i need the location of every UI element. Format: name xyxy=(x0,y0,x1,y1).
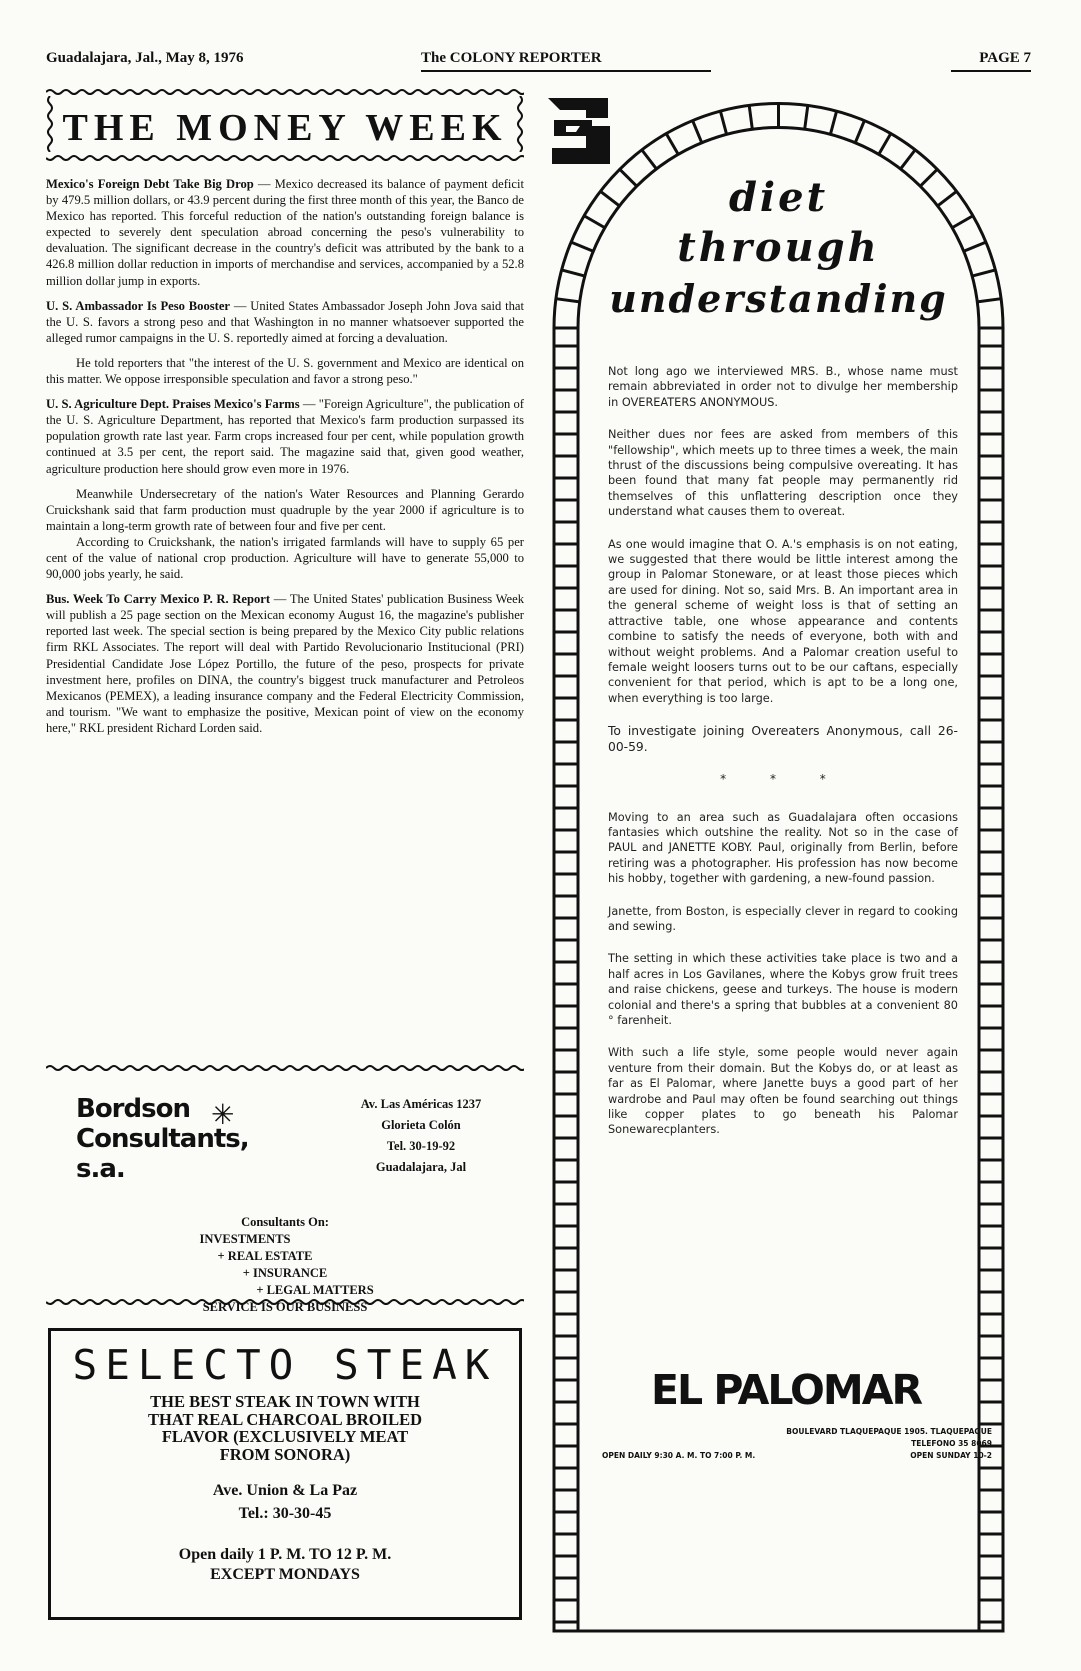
selecto-hours xyxy=(51,1545,519,1585)
service-line: SERVICE IS OUR BUSINESS xyxy=(202,1300,368,1314)
article-paragraph xyxy=(46,591,524,736)
header-rule xyxy=(421,70,711,72)
selecto-title: SELECTO STEAK xyxy=(72,1341,498,1389)
palomar-address: BOULEVARD TLAQUEPAQUE 1905. TLAQUEPAQUE xyxy=(786,1427,992,1436)
wavy-border-top xyxy=(46,1064,524,1072)
paragraph-headline: Mexico's Foreign Debt Take Big Drop xyxy=(46,177,254,191)
article-paragraph: To investigate joining Overeaters Anonymous, call 26-00-59. xyxy=(608,724,958,755)
newspaper-name: The COLONY REPORTER xyxy=(421,50,602,66)
paragraph-body: — The United States' publication Business Week will publish a 25 page section on the Mexican economy August 16, the magazine's publisher reported last week. The special section is being prepared by the Mexico City public relations firm RKL Associates. The report will deal with Partido Revolucionario Institucional (PRI) Presidential Candidate Jose López Portillo, the future of the peso, prospects for private investment here, profiles on DINA, the country's biggest truck manufacturer and Petroleos Mexicanos (PEMEX), a leading insurance company and the Federal Electricity Commission, and tourism. "We want to emphasize the positive, Mexican point of view on the economy here," RKL president Richard Lorden said. xyxy=(46,592,524,735)
article-paragraph: Janette, from Boston, is especially clever in regard to cooking and sewing. xyxy=(608,904,958,933)
palomar-hours: OPEN DAILY 9:30 A. M. TO 7:00 P. M. xyxy=(602,1451,756,1460)
palomar-phone: TELEFONO 35 8069 xyxy=(911,1439,992,1448)
opening-hours: Open daily 1 P. M. TO 12 P. M. xyxy=(178,1546,392,1563)
paragraph-headline: U. S. Agriculture Dept. Praises Mexico's Farms xyxy=(46,397,300,412)
paragraph-body: He told reporters that "the interest of the U. S. government and Mexico are identical on this matter. We oppose irresponsible speculation and favor a strong peso." xyxy=(46,355,524,387)
address-line: Glorieta Colón xyxy=(381,1118,461,1132)
bordson-name-line2: Consultants, s.a. xyxy=(76,1124,249,1184)
article-paragraph xyxy=(46,176,524,289)
address-line: Av. Las Américas 1237 xyxy=(360,1097,482,1111)
dateline: Guadalajara, Jal., May 8, 1976 xyxy=(46,50,244,66)
bordson-address xyxy=(331,1094,511,1178)
tagline-line: THAT REAL CHARCOAL BROILED xyxy=(148,1409,422,1429)
paragraph-body: — United States Ambassador Joseph John Jova said that the U. S. favors a strong peso and that Washington in no manner whatsoever supported the alleged rumor campaigns in the U. S. reportedly aimed at forcing a devaluation. xyxy=(46,298,524,345)
service-line: + INSURANCE xyxy=(242,1266,328,1280)
diet-article xyxy=(608,364,958,1155)
article-paragraph xyxy=(46,396,524,476)
article-paragraph: Moving to an area such as Guadalajara often occasions fantasies which outshine the reality. Not so in the case of PAUL and JANETTE KOBY. Paul, originally from Berlin, before retiring was a photographer. His profession has now become his hobby, together with gardening, a new-found passion. xyxy=(608,810,958,886)
wavy-border-top xyxy=(46,88,524,96)
article-paragraph: As one would imagine that O. A.'s emphasis is on not eating, we suggested that there would be little interest among the group in Palomar Stoneware, or at least those pieces which are used for dining. Not so, said Mrs. B. An important area in the general scheme of weight loss is that of setting an attractive table, one whose appearance and contents combine to satisfy the needs of everyone, both with and without weight problems. And a Palomar creation useful to female weight loosers turns out to be our caftans, especially convenient for that period, which is apt to be a long one, when everything is too large. xyxy=(608,537,958,705)
article-paragraph: With such a life style, some people would never again venture from their domain. But the Kobys do, or at least as far as El Palomar, where Janette buys a good part of her wardrobe and Paul may often be found searching out things like copper plates to go beneath his Palomar Sonewarecplanters. xyxy=(608,1046,958,1137)
article-paragraph: The setting in which these activities take place is two and a half acres in Los Gavilanes, where the Kobys grow fruit trees and raise chickens, geese and turkeys. The house is modern colonial and there's a spring that bubbles at a convenient 80 ° farenheit. xyxy=(608,952,958,1027)
paragraph-headline: U. S. Ambassador Is Peso Booster xyxy=(46,298,231,313)
service-line: INVESTMENTS xyxy=(199,1232,291,1246)
wavy-border-bottom xyxy=(46,154,524,162)
page-header xyxy=(46,50,1031,74)
article-paragraph xyxy=(46,355,524,387)
asterisk-logo-icon: ✳ xyxy=(211,1100,235,1131)
wavy-border-bottom xyxy=(46,1298,524,1306)
tagline-line: FLAVOR (EXCLUSIVELY MEAT xyxy=(161,1427,409,1446)
diet-title-line2: through xyxy=(677,224,880,271)
paragraph-headline: Bus. Week To Carry Mexico P. R. Report xyxy=(46,592,271,607)
tagline-line: THE BEST STEAK IN TOWN WITH xyxy=(150,1392,420,1411)
article-paragraph xyxy=(46,486,524,534)
service-line: + REAL ESTATE xyxy=(217,1249,313,1263)
money-week-banner xyxy=(46,88,524,162)
bordson-logo xyxy=(76,1094,266,1184)
header-rule-right xyxy=(951,70,1031,72)
selecto-phone: Tel.: 30-30-45 xyxy=(238,1505,332,1522)
money-week-article xyxy=(46,176,524,745)
article-paragraph: Neither dues nor fees are asked from members of this "fellowship", which meets up to three times a week, the main thrust of the discussions being compulsive overeating. It has been found that many fat people may permanently rid themselves of this unflattering description once they understand what causes them to overeat. xyxy=(608,428,958,519)
closed-days: EXCEPT MONDAYS xyxy=(210,1566,360,1583)
address-line: Tel. 30-19-92 xyxy=(386,1139,456,1153)
selecto-tagline xyxy=(51,1393,519,1463)
diet-title-line1: diet xyxy=(728,174,829,221)
page-number: PAGE 7 xyxy=(979,50,1031,66)
article-paragraph xyxy=(46,534,524,582)
article-paragraph xyxy=(46,298,524,346)
money-week-title: THE MONEY WEEK xyxy=(62,107,508,149)
address-line: Guadalajara, Jal xyxy=(375,1160,467,1174)
section-divider: * * * xyxy=(720,772,846,787)
selecto-steak-ad xyxy=(48,1328,522,1620)
paragraph-body: — Mexico decreased its balance of payment deficit by 479.5 million dollars, or 43.9 percent during the first three month of this year, the Banco de Mexico has reported. This forceful reduction of the nation's outstanding foreign balance is expected to severely dent speculation abroad concerning the peso's vulnerability to devaluation. The significant decrease in the country's deficit was attributed by the bank to a 426.8 million dollar reduction in imports of merchandise and services, accompanied by a 52.8 million dollar jump in exports. xyxy=(46,177,524,288)
service-line: + LEGAL MATTERS xyxy=(256,1283,374,1297)
el-palomar-ad xyxy=(546,96,1011,1635)
selecto-address: Ave. Union & La Paz xyxy=(212,1482,358,1499)
service-line: Consultants On: xyxy=(241,1215,329,1229)
diet-title-line3: understanding xyxy=(609,276,948,321)
selecto-contact xyxy=(51,1479,519,1525)
palomar-sunday-hours: OPEN SUNDAY 10-2 xyxy=(910,1451,992,1460)
bordson-consultants-ad xyxy=(46,1064,524,1314)
tagline-line: FROM SONORA) xyxy=(219,1444,351,1464)
paragraph-body: — "Foreign Agriculture", the publication of the U. S. Agriculture Department, has reported that Mexico's farm production surpassed its population growth rate last year. Farm crops increased four per cent, while population growth continued at 3.5 per cent, the report said. The magazine said that, given good weather, agriculture production here should grow even more in 1976. xyxy=(46,397,524,476)
el-palomar-logo: EL PALOMAR xyxy=(650,1366,922,1414)
paragraph-body: Meanwhile Undersecretary of the nation's Water Resources and Planning Gerardo Cruickshank said that farm production must quadruple by the year 2000 if agriculture is to maintain a long-term growth rate of between four and five per cent. xyxy=(46,486,524,533)
article-paragraph: Not long ago we interviewed MRS. B., whose name must remain abbreviated in order not to divulge her membership in OVEREATERS ANONYMOUS. xyxy=(608,365,958,409)
dove-logo-icon xyxy=(546,96,614,166)
bordson-name: Bordson xyxy=(76,1094,190,1124)
paragraph-body: According to Cruickshank, the nation's irrigated farmlands will have to supply 65 per cent of the value of national crop production. Agriculture will have to generate 55,000 to 90,000 jobs yearly, he said. xyxy=(46,534,524,582)
